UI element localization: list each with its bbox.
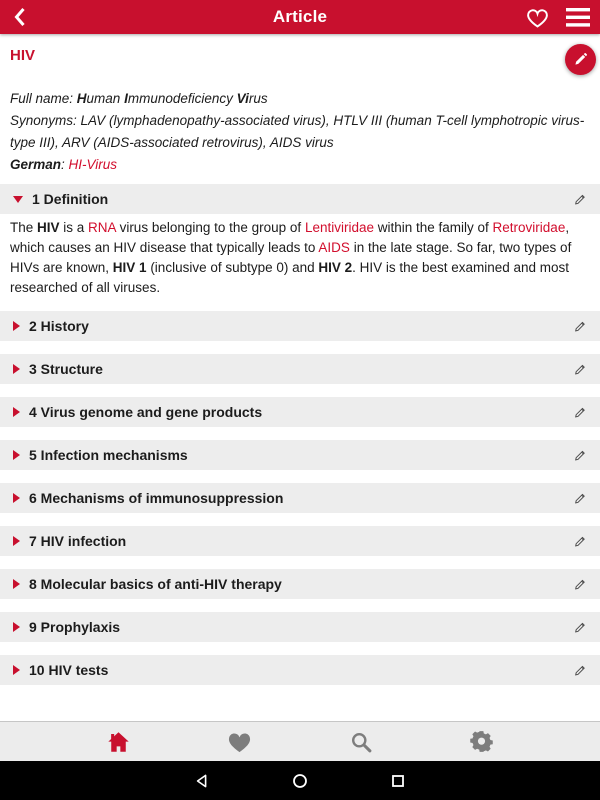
back-button[interactable]: [10, 6, 30, 28]
section-header[interactable]: [0, 311, 600, 341]
section-toggle-icon: [13, 536, 20, 546]
bottom-toolbar: [0, 721, 600, 761]
section-header[interactable]: [0, 354, 600, 384]
recents-square-icon: [390, 773, 406, 789]
section-title: 6 Mechanisms of immunosuppression: [29, 490, 284, 506]
home-circle-icon: [292, 773, 308, 789]
pencil-outline-icon: [573, 663, 587, 678]
section-toggle-icon: [13, 622, 20, 632]
section-body: The HIV is a RNA virus belonging to the group of Lentiviridae within the family of Retroviridae, which causes an HIV disease that typically leads to AIDS in the late stage. So far, two types of HIVs are known, HIV 1 (inclusive of subtype 0) and HIV 2. HIV is the best examined and most researched of all viruses.: [0, 214, 600, 298]
section-title: 5 Infection mechanisms: [29, 447, 188, 463]
pencil-outline-icon: [573, 491, 587, 506]
article-content: [0, 34, 600, 721]
toolbar-home-button[interactable]: [58, 729, 179, 755]
pencil-outline-icon: [573, 362, 587, 377]
home-icon: [105, 729, 132, 755]
menu-button[interactable]: [566, 8, 590, 27]
text-link[interactable]: AIDS: [318, 240, 350, 255]
pencil-outline-icon: [573, 319, 587, 334]
sections-list: [0, 184, 600, 685]
section-title: 7 HIV infection: [29, 533, 127, 549]
toolbar-settings-button[interactable]: [421, 729, 542, 754]
section-title: 8 Molecular basics of anti-HIV therapy: [29, 576, 282, 592]
section-toggle-icon: [13, 321, 20, 331]
app-bar: [0, 0, 600, 34]
section-edit-button[interactable]: [573, 319, 587, 334]
section-toggle-icon: [13, 196, 23, 203]
section-edit-button[interactable]: [573, 192, 587, 207]
pencil-outline-icon: [573, 448, 587, 463]
section-title: 2 History: [29, 318, 89, 334]
page-title: Article: [272, 7, 328, 26]
section-toggle-icon: [13, 579, 20, 589]
text-link[interactable]: HI-Virus: [68, 157, 118, 172]
section-edit-button[interactable]: [573, 620, 587, 635]
text-link[interactable]: RNA: [88, 220, 116, 235]
article-meta: [10, 88, 590, 176]
gear-icon: [469, 729, 494, 754]
pencil-outline-icon: [573, 534, 587, 549]
pencil-outline-icon: [573, 620, 587, 635]
android-back-button[interactable]: [191, 770, 213, 792]
section-toggle-icon: [13, 407, 20, 417]
android-home-button[interactable]: [289, 770, 311, 792]
section-toggle-icon: [13, 665, 20, 675]
pencil-outline-icon: [573, 405, 587, 420]
toolbar-search-button[interactable]: [300, 729, 421, 755]
german-line: German: HI-Virus: [10, 157, 118, 172]
section-header[interactable]: [0, 483, 600, 513]
section-header[interactable]: [0, 655, 600, 685]
android-nav-bar: [0, 761, 600, 800]
section-header[interactable]: [0, 526, 600, 556]
section-title: 9 Prophylaxis: [29, 619, 121, 635]
android-recents-button[interactable]: [387, 770, 409, 792]
section-header[interactable]: [0, 440, 600, 470]
pencil-icon: [573, 52, 588, 67]
section-title: 1 Definition: [32, 191, 109, 207]
section-edit-button[interactable]: [573, 577, 587, 592]
full-name-line: Full name: Human Immunodeficiency Virus: [10, 91, 268, 106]
section-header[interactable]: [0, 569, 600, 599]
article-title: HIV: [10, 47, 36, 64]
section-edit-button[interactable]: [573, 405, 587, 420]
section-title: 10 HIV tests: [29, 662, 109, 678]
hamburger-menu-icon: [566, 8, 590, 27]
back-triangle-icon: [194, 773, 210, 789]
search-icon: [348, 729, 374, 755]
text-link[interactable]: Retroviridae: [492, 220, 566, 235]
back-chevron-icon: [10, 6, 30, 28]
heart-icon: [226, 729, 253, 754]
synonyms-line: Synonyms: LAV (lymphadenopathy-associated virus), HTLV III (human T-cell lymphotropic virus-type III), ARV (AIDS-associated retrovirus), AIDS virus: [10, 113, 585, 150]
section-header[interactable]: [0, 184, 600, 214]
section-toggle-icon: [13, 450, 20, 460]
section-edit-button[interactable]: [573, 491, 587, 506]
section-header[interactable]: [0, 612, 600, 642]
section-edit-button[interactable]: [573, 534, 587, 549]
section-edit-button[interactable]: [573, 663, 587, 678]
heart-outline-icon: [525, 6, 550, 29]
section-edit-button[interactable]: [573, 362, 587, 377]
section-title: 3 Structure: [29, 361, 103, 377]
toolbar-favorites-button[interactable]: [179, 729, 300, 754]
edit-article-fab[interactable]: [565, 44, 596, 75]
text-link[interactable]: Lentiviridae: [304, 220, 374, 235]
section-header[interactable]: [0, 397, 600, 427]
pencil-outline-icon: [573, 577, 587, 592]
section-title: 4 Virus genome and gene products: [29, 404, 263, 420]
section-edit-button[interactable]: [573, 448, 587, 463]
section-toggle-icon: [13, 364, 20, 374]
pencil-outline-icon: [573, 192, 587, 207]
favorite-button[interactable]: [525, 6, 550, 29]
section-toggle-icon: [13, 493, 20, 503]
